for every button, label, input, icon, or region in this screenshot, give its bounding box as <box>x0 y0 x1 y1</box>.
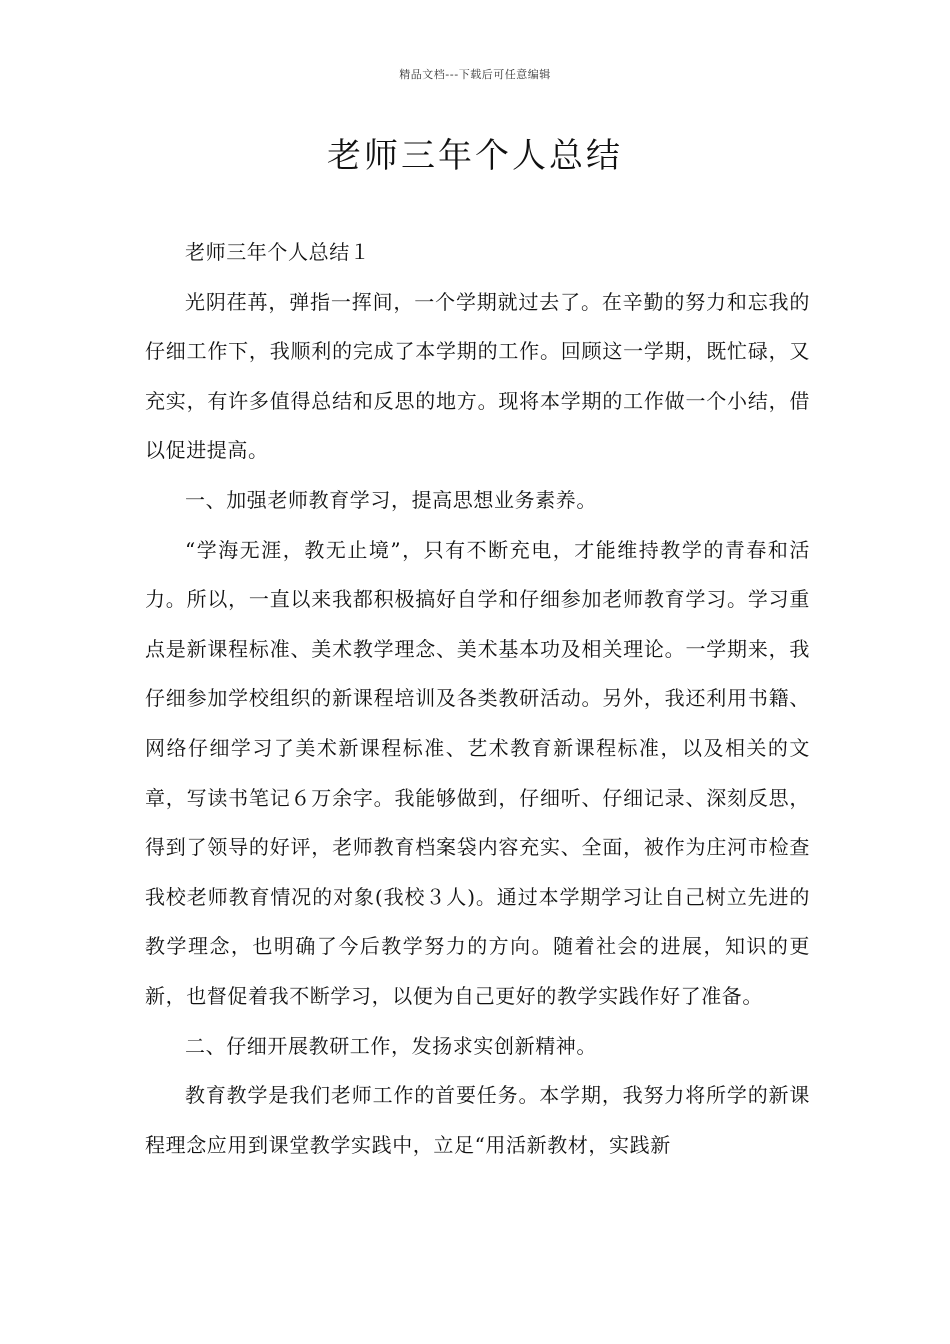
paragraph: 光阴荏苒，弹指一挥间，一个学期就过去了。在辛勤的努力和忘我的仔细工作下，我顺利的完成了本学期的工作。回顾这一学期，既忙碌，又充实，有许多值得总结和反思的地方。现将本学期的工作做一个小结，借以促进提高。 <box>145 289 810 463</box>
paragraph: 教育教学是我们老师工作的首要任务。本学期，我努力将所学的新课程理念应用到课堂教学实践中，立足“用活新教材，实践新 <box>145 1083 810 1157</box>
document-body <box>145 228 810 1170</box>
paragraph: “学海无涯，教无止境”，只有不断充电，才能维持教学的青春和活力。所以，一直以来我都积极搞好自学和仔细参加老师教育学习。学习重点是新课程标准、美术教学理念、美术基本功及相关理论。一学期来，我仔细参加学校组织的新课程培训及各类教研活动。另外，我还利用书籍、网络仔细学习了美术新课程标准、艺术教育新课程标准，以及相关的文章，写读书笔记６万余字。我能够做到，仔细听、仔细记录、深刻反思，得到了领导的好评，老师教育档案袋内容充实、全面，被作为庄河市检查我校老师教育情况的对象(我校３人)。通过本学期学习让自己树立先进的教学理念，也明确了今后教学努力的方向。随着社会的进展，知识的更新，也督促着我不断学习，以便为自己更好的教学实践作好了准备。 <box>145 537 810 1008</box>
section-heading: 老师三年个人总结１ <box>185 240 371 264</box>
header-note: 精品文档---下载后可任意编辑 <box>399 68 551 81</box>
subheading: 二、仔细开展教研工作，发扬求实创新精神。 <box>185 1033 597 1058</box>
document-title: 老师三年个人总结 <box>327 136 623 176</box>
subheading: 一、加强老师教育学习，提高思想业务素养。 <box>185 487 597 512</box>
